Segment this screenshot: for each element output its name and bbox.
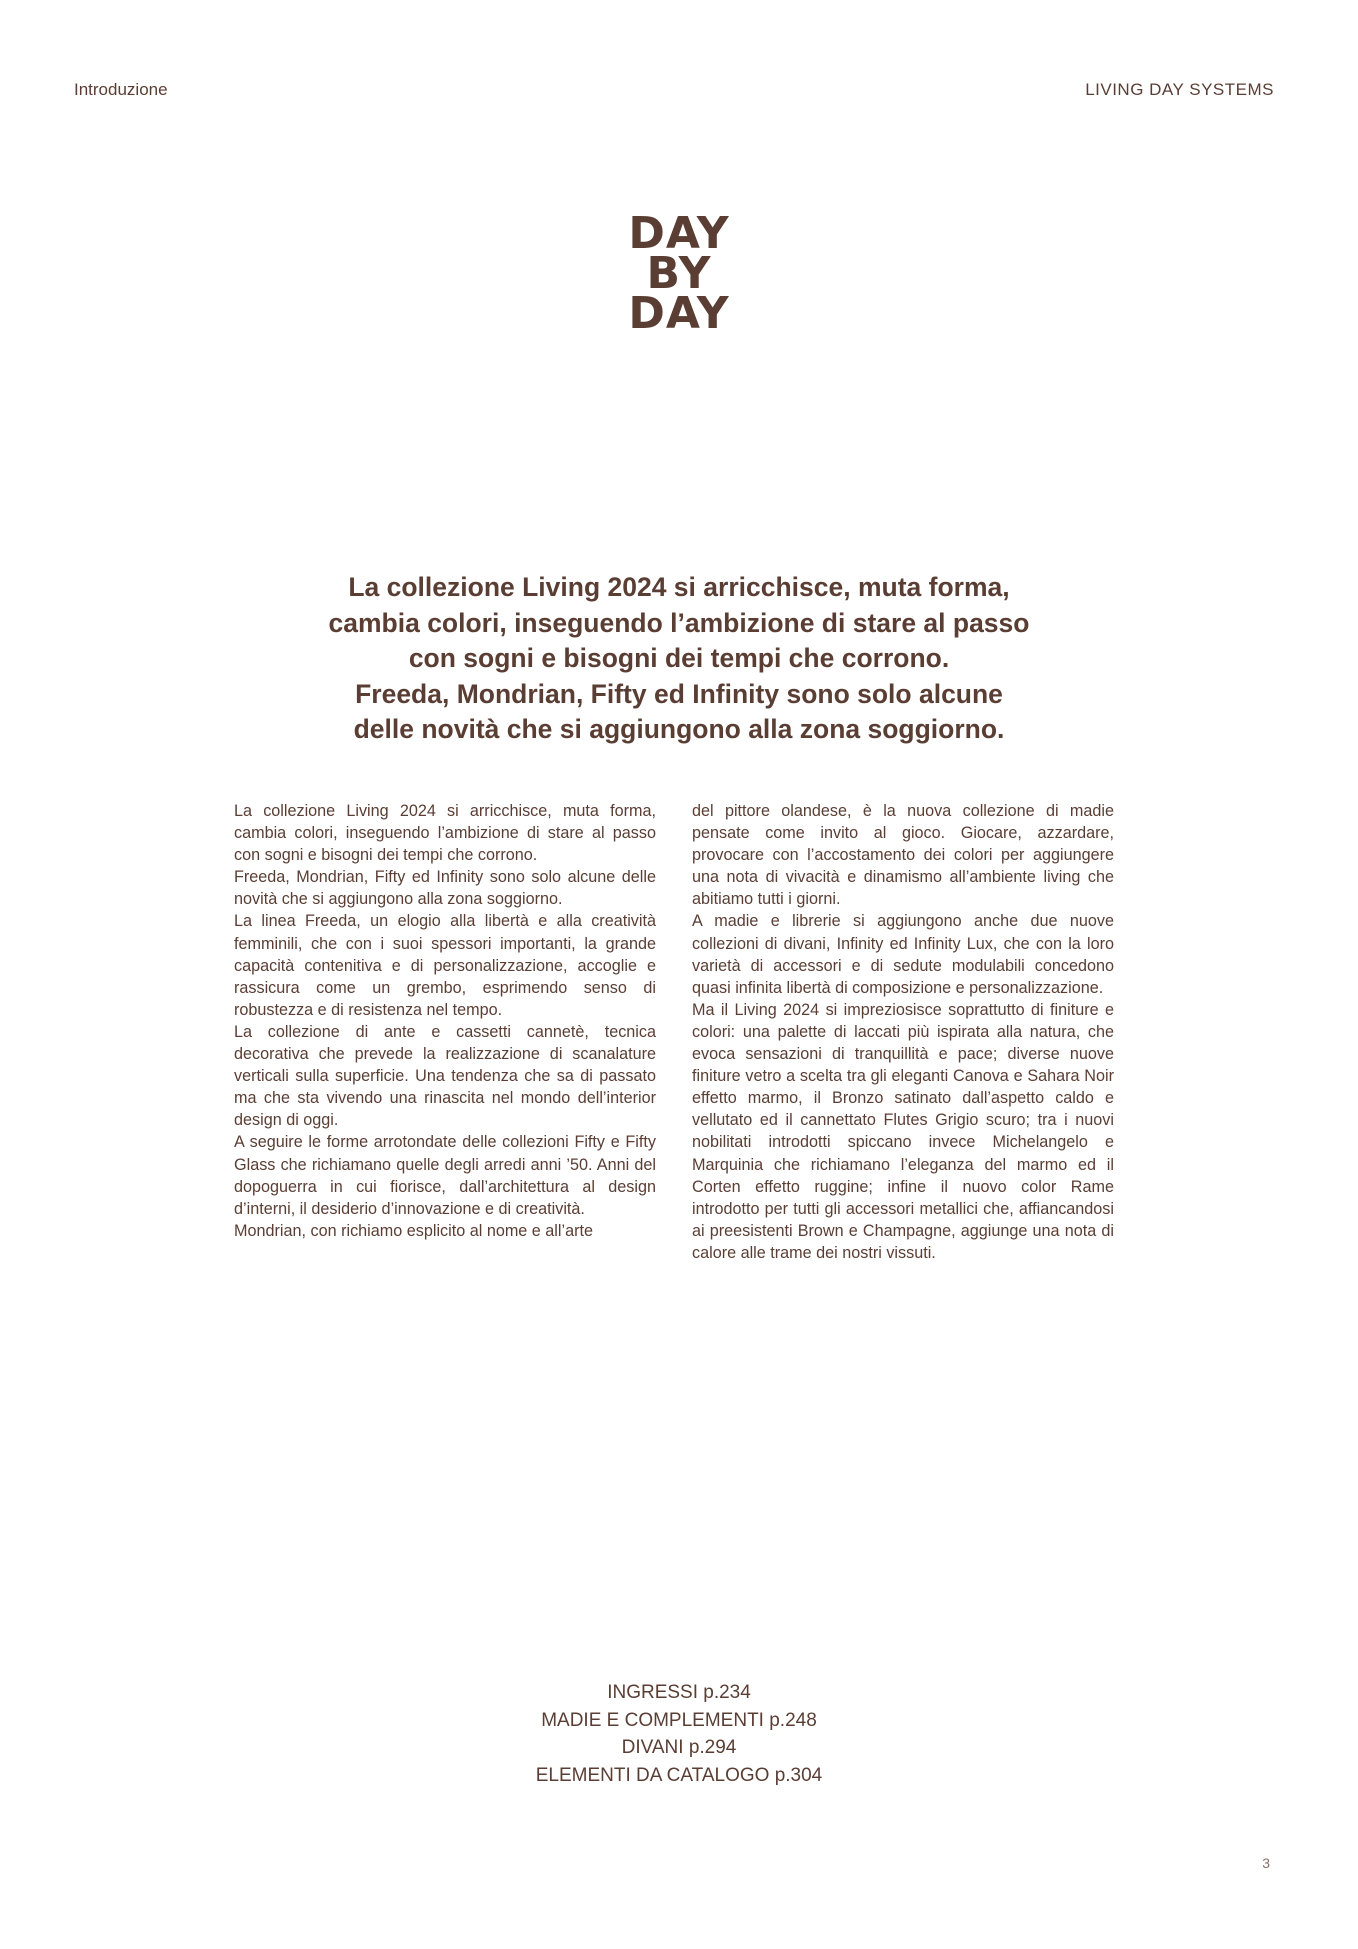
left-column [234, 800, 656, 1264]
day-by-day-logo [0, 208, 1358, 339]
lead-line: delle novità che si aggiungono alla zona soggiorno. [353, 714, 1005, 744]
logo-line: BY [646, 248, 712, 299]
toc-item-divani[interactable]: DIVANI p.294 [621, 1737, 737, 1758]
table-of-contents [0, 1679, 1358, 1789]
page-number: 3 [1262, 1855, 1270, 1871]
body-paragraph: del pittore olandese, è la nuova collezione di madie pensate come invito al gioco. Giocare, azzardare, provocare con l’accostamento dei colori per aggiungere una nota di vivacità e dinamismo all’ambiente living che abitiamo tutti i giorni. [692, 802, 1114, 909]
body-paragraph: La collezione Living 2024 si arricchisce, muta forma, cambia colori, inseguendo l’ambizione di stare al passo con sogni e bisogni dei tempi che corrono. [234, 802, 656, 865]
lead-line: cambia colori, inseguendo l’ambizione di stare al passo [328, 607, 1030, 638]
body-paragraph: La collezione di ante e cassetti cannetè, tecnica decorativa che prevede la realizzazione di scanalature verticali sulla superficie. Una tendenza che sa di passato ma che sta vivendo una rinascita nel mondo dell’interior design di oggi. [234, 1022, 656, 1130]
body-paragraph: Ma il Living 2024 si impreziosisce soprattutto di finiture e colori: una palette di laccati più ispirata alla natura, che evoca sensazioni di tranquillità e pace; diverse nuove finiture vetro a scelta tra gli eleganti Canova e Sahara Noir effetto marmo, il Bronzo satinato dall’aspetto caldo e vellutato ed il cannettato Flutes Grigio scuro; tra i nuovi nobilitati introdotti spiccano invece Michelangelo e Marquinia che richiamano l’eleganza del marmo ed il Corten effetto ruggine; infine il nuovo color Rame introdotto per tutti gli accessori metallici che, affiancandosi ai preesistenti Brown e Champagne, aggiunge una nota di calore alle trame dei nostri vissuti. [692, 1000, 1114, 1262]
body-paragraph: A madie e librerie si aggiungono anche due nuove collezioni di divani, Infinity ed Infinity Lux, che con la loro varietà di accessori e di sedute modulabili concedono quasi infinita libertà di composizione e personalizzazione. [692, 912, 1114, 997]
right-column [692, 800, 1114, 1264]
lead-line: Freeda, Mondrian, Fifty ed Infinity sono solo alcune [355, 678, 1003, 709]
toc-item-elementi[interactable]: ELEMENTI DA CATALOGO p.304 [535, 1764, 823, 1786]
brand-title: LIVING DAY SYSTEMS [1085, 80, 1274, 99]
body-text [234, 800, 1114, 1264]
logo-line: DAY [628, 208, 730, 259]
body-paragraph: Freeda, Mondrian, Fifty ed Infinity sono solo alcune delle novità che si aggiungono alla zona soggiorno. [234, 868, 656, 909]
lead-line: La collezione Living 2024 si arricchisce, muta forma, [348, 572, 1010, 602]
logo-line: DAY [628, 288, 730, 339]
toc-item-ingressi[interactable]: INGRESSI p.234 [607, 1682, 751, 1703]
section-title: Introduzione [74, 80, 168, 99]
body-paragraph: A seguire le forme arrotondate delle collezioni Fifty e Fifty Glass che richiamano quelle degli arredi anni ’50. Anni del dopoguerra in cui fiorisce, dall’architettura al design d’interni, il desiderio d’innovazione e di creatività. [234, 1133, 656, 1218]
body-paragraph: Mondrian, con richiamo esplicito al nome e all’arte [234, 1221, 593, 1240]
lead-line: con sogni e bisogni dei tempi che corrono. [408, 643, 950, 673]
body-paragraph: La linea Freeda, un elogio alla libertà e alla creatività femminili, che con i suoi spessori importanti, la grande capacità contenitiva e di personalizzazione, accoglie e rassicura come un grembo, esprimendo senso di robustezza e di resistenza nel tempo. [234, 912, 656, 1019]
toc-item-madie[interactable]: MADIE E COMPLEMENTI p.248 [541, 1709, 817, 1731]
lead-paragraph [230, 570, 1128, 748]
